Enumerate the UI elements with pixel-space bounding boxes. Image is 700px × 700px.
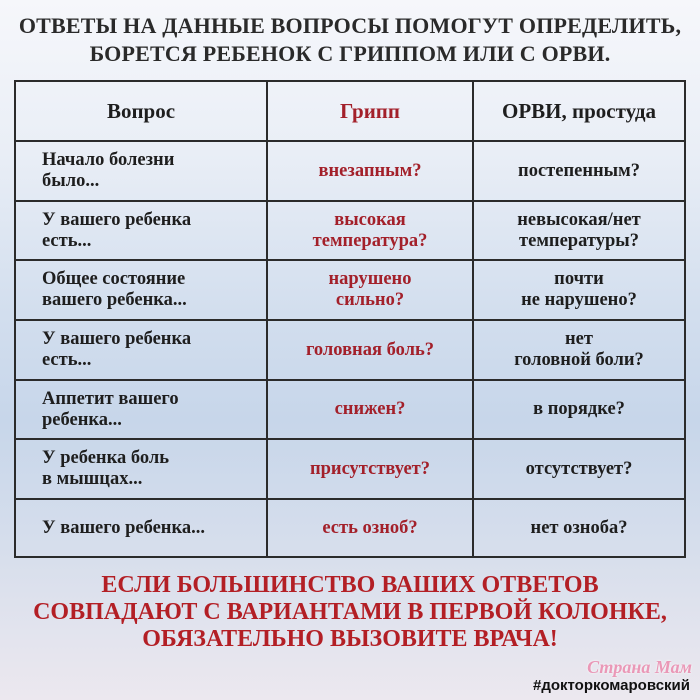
header-cold: ОРВИ, простуда: [502, 98, 656, 123]
flu-answer-cell: присутствует?: [268, 440, 474, 498]
flu-answer-cell: есть озноб?: [268, 500, 474, 556]
cold-answer-cell: постепенным?: [518, 160, 640, 181]
flu-answer-cell: нарушено сильно?: [268, 261, 474, 319]
question-cell: У ребенка боль в мышцах...: [16, 440, 268, 498]
cold-answer-cell: нет головной боли?: [514, 329, 644, 370]
footer-advice: [0, 572, 700, 653]
question-cell: Общее состояние вашего ребенка...: [16, 261, 268, 319]
cold-answer-cell: невысокая/нет температуры?: [517, 209, 641, 251]
headline-line-2: БОРЕТСЯ РЕБЕНОК С ГРИППОМ ИЛИ С ОРВИ.: [89, 41, 611, 66]
table-row: [16, 319, 684, 379]
question-cell: Начало болезни было...: [16, 142, 268, 200]
table-row: [16, 438, 684, 498]
question-cell: Аппетит вашего ребенка...: [16, 381, 268, 438]
page-headline: [0, 12, 700, 68]
table-row: [16, 498, 684, 556]
header-flu: Грипп: [268, 82, 474, 140]
cold-answer-cell: в порядке?: [533, 399, 625, 419]
table-row: [16, 259, 684, 319]
cold-answer-cell: нет озноба?: [530, 517, 628, 538]
flu-answer-cell: снижен?: [268, 381, 474, 438]
headline-line-1: ОТВЕТЫ НА ДАННЫЕ ВОПРОСЫ ПОМОГУТ ОПРЕДЕЛИТЬ,: [18, 13, 682, 38]
footer-line-2: СОВПАДАЮТ С ВАРИАНТАМИ В ПЕРВОЙ КОЛОНКЕ,: [33, 599, 667, 625]
header-question: Вопрос: [16, 82, 268, 140]
flu-answer-cell: головная боль?: [268, 321, 474, 379]
table-row: [16, 379, 684, 438]
hashtag-label: #докторкомаровский: [533, 677, 690, 694]
question-cell: У вашего ребенка...: [16, 500, 268, 556]
comparison-table: [14, 80, 686, 558]
flu-answer-cell: внезапным?: [268, 142, 474, 200]
footer-line-3: ОБЯЗАТЕЛЬНО ВЫЗОВИТЕ ВРАЧА!: [142, 626, 558, 652]
footer-line-1: ЕСЛИ БОЛЬШИНСТВО ВАШИХ ОТВЕТОВ: [101, 572, 599, 598]
site-watermark: Страна Мам: [587, 657, 692, 677]
table-row: [16, 140, 684, 200]
question-cell: У вашего ребенка есть...: [16, 321, 268, 379]
cold-answer-cell: отсутствует?: [525, 458, 633, 479]
cold-answer-cell: почти не нарушено?: [521, 269, 637, 310]
flu-answer-cell: высокая температура?: [268, 202, 474, 259]
table-row: [16, 200, 684, 259]
table-header-row: [16, 82, 684, 140]
question-cell: У вашего ребенка есть...: [16, 202, 268, 259]
